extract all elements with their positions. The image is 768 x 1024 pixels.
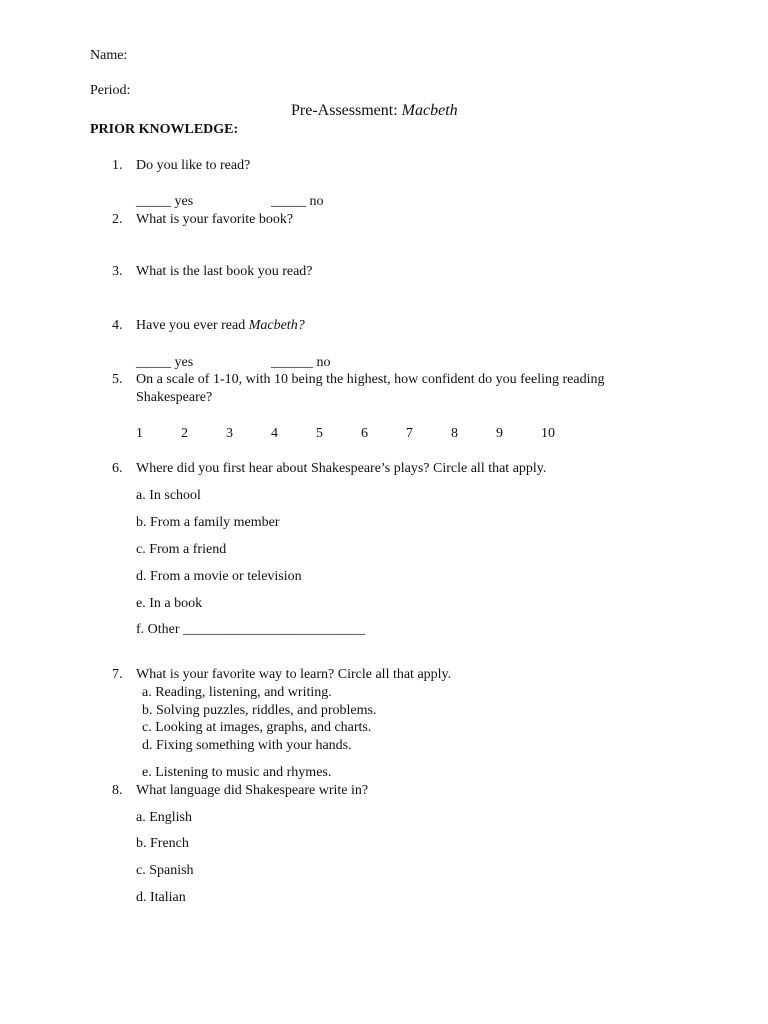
scale-6: 6 xyxy=(361,426,368,441)
question-text-prefix: Have you ever read xyxy=(136,318,249,333)
question-number: 3. xyxy=(112,264,123,279)
option-item: b. Solving puzzles, riddles, and problems. xyxy=(142,703,377,718)
answer-yes: _____ yes xyxy=(136,355,194,370)
question-text: Do you like to read? xyxy=(136,158,251,173)
scale-8: 8 xyxy=(451,426,458,441)
option-item: a. Reading, listening, and writing. xyxy=(142,685,332,700)
option-item: f. Other __________________________ xyxy=(136,622,366,637)
option-item: b. From a family member xyxy=(136,515,280,530)
scale-3: 3 xyxy=(226,426,233,441)
scale-9: 9 xyxy=(496,426,503,441)
option-item: e. Listening to music and rhymes. xyxy=(142,765,332,780)
scale-10: 10 xyxy=(541,426,555,441)
option-item: d. From a movie or television xyxy=(136,569,302,584)
question-text: What is your favorite way to learn? Circle all that apply. xyxy=(136,667,452,682)
question-text: On a scale of 1-10, with 10 being the highest, how confident do you feeling reading Shakespeare? xyxy=(136,372,605,405)
scale-4: 4 xyxy=(271,426,278,441)
question-number: 8. xyxy=(112,783,123,798)
option-item: c. Looking at images, graphs, and charts. xyxy=(142,720,372,735)
question-number: 4. xyxy=(112,318,123,333)
option-item: d. Italian xyxy=(136,890,186,905)
answer-no: ______ no xyxy=(271,355,331,370)
scale-1: 1 xyxy=(136,426,143,441)
option-item: e. In a book xyxy=(136,596,203,611)
question-text: What language did Shakespeare write in? xyxy=(136,783,369,798)
question-number: 6. xyxy=(112,461,123,476)
question-number: 5. xyxy=(112,372,123,387)
option-item: c. Spanish xyxy=(136,863,194,878)
question-text xyxy=(136,317,305,335)
option-item: a. English xyxy=(136,810,192,825)
question-text: What is the last book you read? xyxy=(136,264,313,279)
option-item: c. From a friend xyxy=(136,542,227,557)
option-item: a. In school xyxy=(136,488,201,503)
period-label: Period: xyxy=(90,83,131,98)
answer-no: _____ no xyxy=(271,194,324,209)
answer-yes: _____ yes xyxy=(136,194,194,209)
question-text-italic: Macbeth? xyxy=(248,318,305,333)
title-prefix: Pre-Assessment: xyxy=(291,102,398,119)
page-title xyxy=(291,102,458,120)
question-text: Where did you first hear about Shakespeare’s plays? Circle all that apply. xyxy=(136,461,547,476)
question-number: 2. xyxy=(112,212,123,227)
option-item: d. Fixing something with your hands. xyxy=(142,738,352,753)
question-number: 7. xyxy=(112,667,123,682)
scale-7: 7 xyxy=(406,426,413,441)
question-text: What is your favorite book? xyxy=(136,212,294,227)
option-item: b. French xyxy=(136,836,189,851)
title-work: Macbeth xyxy=(401,102,458,119)
name-label: Name: xyxy=(90,48,128,63)
section-heading: PRIOR KNOWLEDGE: xyxy=(90,122,239,137)
question-number: 1. xyxy=(112,158,123,173)
scale-2: 2 xyxy=(181,426,188,441)
scale-5: 5 xyxy=(316,426,323,441)
